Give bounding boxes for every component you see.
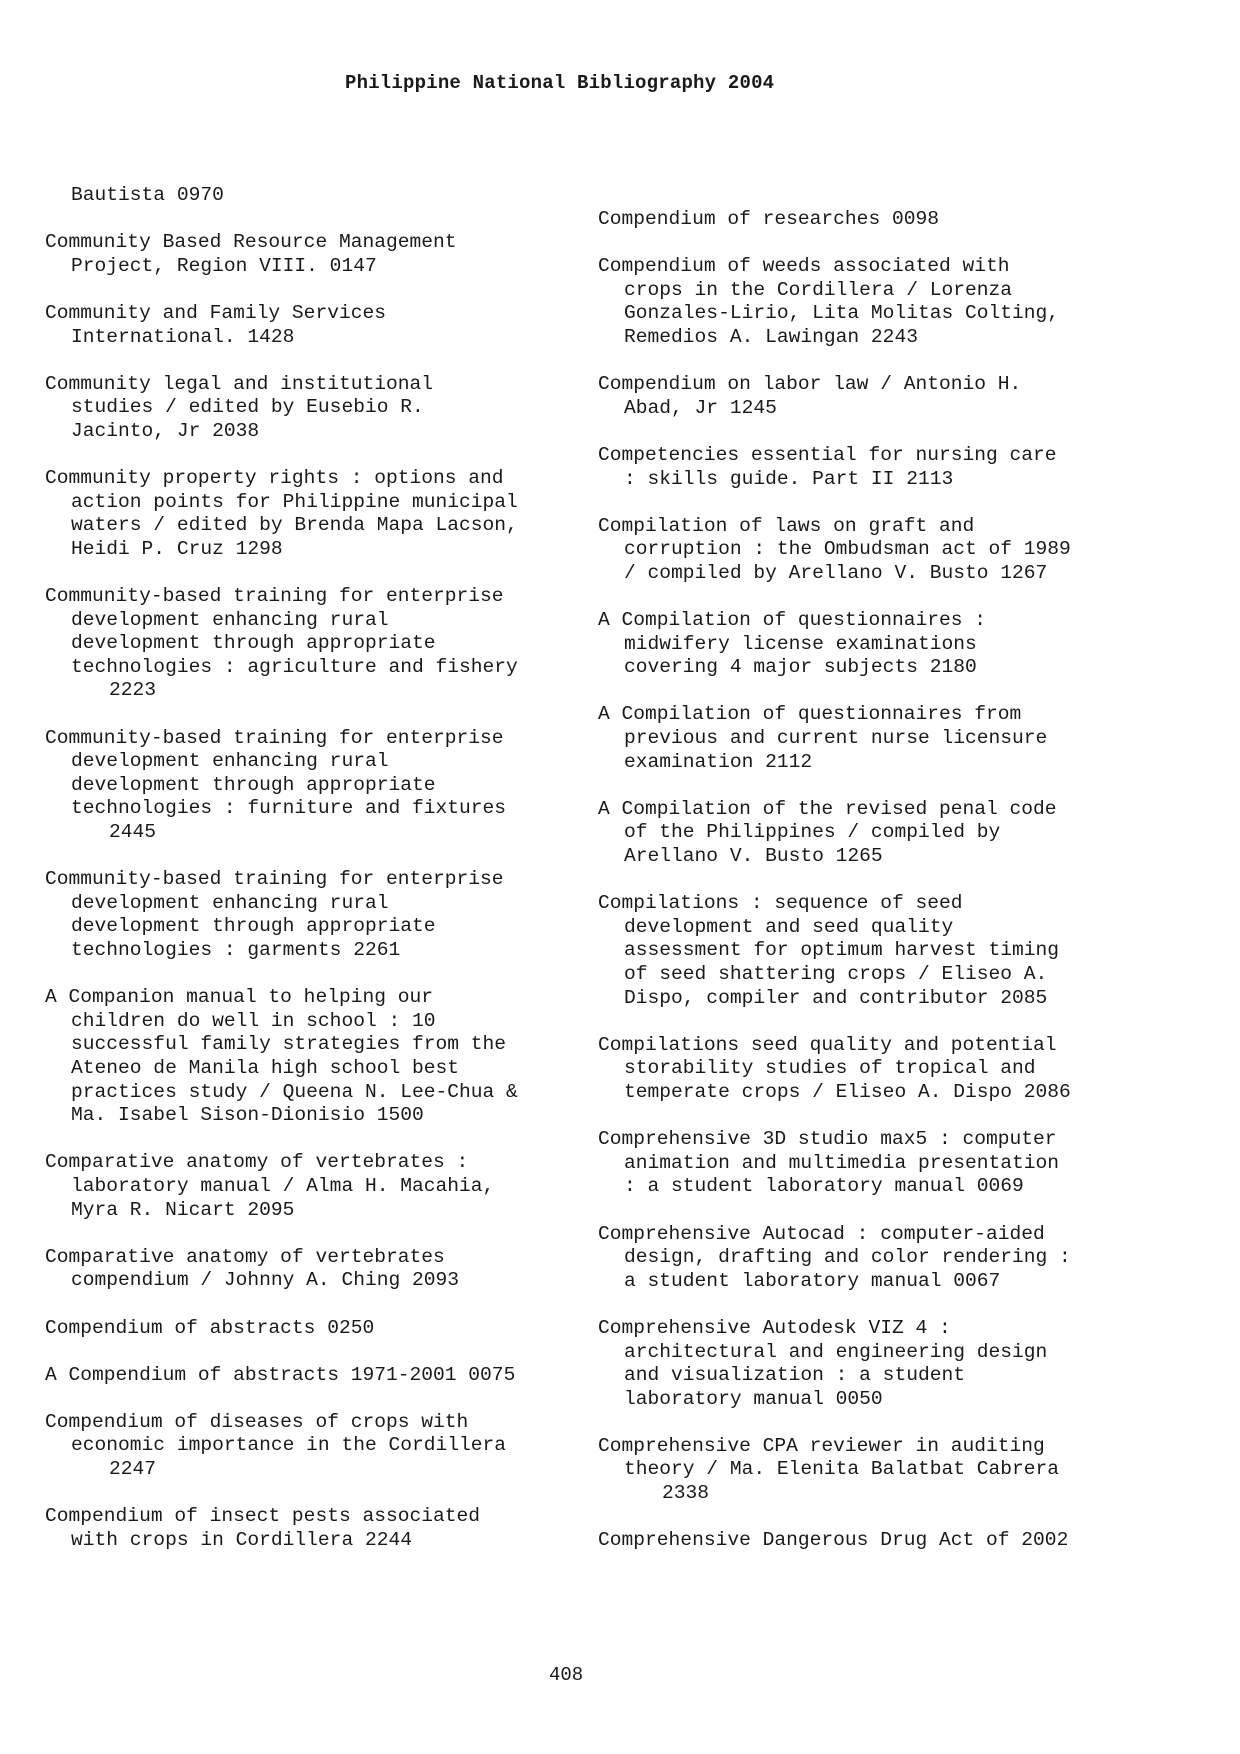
entry-line: Compendium of insect pests associated: [45, 1505, 481, 1528]
entry-line: successful family strategies from the: [71, 1033, 507, 1056]
entry-line: Comparative anatomy of vertebrates :: [45, 1151, 469, 1174]
bibliography-entry: [45, 231, 565, 278]
entry-line: with crops in Cordillera 2244: [71, 1528, 412, 1551]
entry-line: A Companion manual to helping our: [45, 986, 434, 1009]
bibliography-entry: [598, 1435, 1118, 1506]
entry-line: A Compendium of abstracts 1971-2001 0075: [45, 1363, 516, 1386]
entry-line: Community-based training for enterprise: [45, 726, 504, 749]
entry-line: Community property rights : options and: [45, 467, 504, 490]
entry-line: Compilation of laws on graft and: [598, 514, 975, 537]
entry-line: development enhancing rural: [71, 750, 389, 773]
entry-line: Compilations seed quality and potential: [598, 1033, 1057, 1056]
entry-line: design, drafting and color rendering :: [624, 1246, 1071, 1269]
entry-line: Gonzales-Lirio, Lita Molitas Colting,: [624, 302, 1060, 325]
bibliography-entry: [45, 585, 565, 703]
entry-line: International. 1428: [71, 325, 295, 348]
bibliography-entry: [598, 1223, 1118, 1294]
entry-line: architectural and engineering design: [624, 1340, 1048, 1363]
page-number: 408: [549, 1664, 584, 1686]
entry-line: : skills guide. Part II 2113: [624, 467, 954, 490]
entry-line: Comprehensive Autodesk VIZ 4 :: [598, 1316, 951, 1339]
entry-line: economic importance in the Cordillera: [71, 1434, 507, 1457]
entry-line: covering 4 major subjects 2180: [624, 656, 977, 679]
entry-line: midwifery license examinations: [624, 632, 977, 655]
bibliography-entry: [598, 1034, 1118, 1105]
entry-line: Compendium of abstracts 0250: [45, 1316, 375, 1339]
entry-number: 2338: [662, 1482, 710, 1505]
entry-line: practices study / Queena N. Lee-Chua &: [71, 1080, 518, 1103]
entry-line: Bautista 0970: [71, 184, 224, 206]
entry-line: theory / Ma. Elenita Balatbat Cabrera: [624, 1458, 1060, 1481]
bibliography-entry: [598, 208, 1118, 232]
entry-line: Project, Region VIII. 0147: [71, 254, 377, 277]
entry-line: Comprehensive 3D studio max5 : computer: [598, 1128, 1057, 1151]
entry-line: A Compilation of questionnaires from: [598, 703, 1022, 726]
entry-line: Comprehensive Autocad : computer-aided: [598, 1222, 1045, 1245]
bibliography-entry: [598, 703, 1118, 774]
entry-line: laboratory manual 0050: [624, 1387, 883, 1410]
entry-line: Competencies essential for nursing care: [598, 443, 1057, 466]
entry-line: Comprehensive Dangerous Drug Act of 2002: [598, 1529, 1069, 1552]
entry-line: crops in the Cordillera / Lorenza: [624, 278, 1013, 301]
entry-line: development through appropriate: [71, 773, 436, 796]
entry-line: Community-based training for enterprise: [45, 868, 504, 891]
bibliography-entry: [598, 609, 1118, 680]
entry-line: Ma. Isabel Sison-Dionisio 1500: [71, 1104, 424, 1127]
bibliography-entry: [598, 1128, 1118, 1199]
entry-line: Community Based Resource Management: [45, 231, 457, 254]
bibliography-entry: [45, 986, 565, 1128]
entry-line: technologies : garments 2261: [71, 939, 401, 961]
entry-line: Jacinto, Jr 2038: [71, 419, 260, 442]
entry-line: corruption : the Ombudsman act of 1989: [624, 538, 1071, 561]
bibliography-entry: [45, 1505, 565, 1552]
entry-line: A Compilation of questionnaires :: [598, 609, 987, 632]
left-column: [45, 184, 565, 1576]
entry-line: Dispo, compiler and contributor 2085: [624, 986, 1048, 1009]
entry-line: action points for Philippine municipal: [71, 490, 518, 513]
entry-line: Compendium of researches 0098: [598, 208, 939, 230]
entry-number: 2223: [109, 679, 157, 702]
entry-line: development through appropriate: [71, 632, 436, 655]
bibliography-entry: [598, 373, 1118, 420]
entry-line: development and seed quality: [624, 915, 954, 938]
bibliography-entry: [598, 255, 1118, 349]
page-header-title: Philippine National Bibliography 2004: [345, 72, 775, 94]
entry-number: 2445: [109, 821, 157, 844]
entry-line: children do well in school : 10: [71, 1009, 436, 1032]
bibliography-entry: [45, 1364, 565, 1388]
bibliography-entry: [45, 727, 565, 845]
bibliography-entry: [45, 184, 565, 208]
entry-line: waters / edited by Brenda Mapa Lacson,: [71, 514, 518, 537]
entry-line: of the Philippines / compiled by: [624, 821, 1001, 844]
bibliography-entry: [45, 1151, 565, 1222]
entry-line: Compendium of diseases of crops with: [45, 1410, 469, 1433]
entry-line: development through appropriate: [71, 915, 436, 938]
bibliography-entry: [598, 1317, 1118, 1411]
entry-line: a student laboratory manual 0067: [624, 1269, 1001, 1292]
bibliography-entry: [45, 1246, 565, 1293]
entry-line: and visualization : a student: [624, 1364, 965, 1387]
entry-line: storability studies of tropical and: [624, 1057, 1036, 1080]
entry-line: Ateneo de Manila high school best: [71, 1056, 460, 1079]
entry-line: / compiled by Arellano V. Busto 1267: [624, 561, 1048, 584]
entry-line: A Compilation of the revised penal code: [598, 797, 1057, 820]
entry-line: compendium / Johnny A. Ching 2093: [71, 1269, 460, 1292]
entry-line: Compendium of weeds associated with: [598, 255, 1010, 278]
bibliography-entry: [45, 302, 565, 349]
entry-line: Abad, Jr 1245: [624, 396, 777, 419]
entry-line: Community legal and institutional: [45, 372, 434, 395]
bibliography-entry: [45, 373, 565, 444]
entry-number: 2247: [109, 1458, 157, 1481]
entry-line: Remedios A. Lawingan 2243: [624, 325, 918, 348]
entry-line: : a student laboratory manual 0069: [624, 1175, 1024, 1198]
entry-line: technologies : furniture and fixtures: [71, 797, 507, 820]
entry-line: temperate crops / Eliseo A. Dispo 2086: [624, 1080, 1071, 1103]
entry-line: technologies : agriculture and fishery: [71, 655, 518, 678]
entry-line: Arellano V. Busto 1265: [624, 845, 883, 868]
entry-line: Heidi P. Cruz 1298: [71, 537, 283, 560]
entry-line: studies / edited by Eusebio R.: [71, 396, 424, 419]
entry-line: development enhancing rural: [71, 608, 389, 631]
bibliography-entry: [598, 444, 1118, 491]
entry-line: development enhancing rural: [71, 891, 389, 914]
right-column: [598, 208, 1118, 1576]
entry-line: assessment for optimum harvest timing: [624, 939, 1060, 962]
bibliography-entry: [598, 1529, 1118, 1553]
entry-line: Community and Family Services: [45, 301, 386, 324]
entry-line: Compilations : sequence of seed: [598, 892, 963, 915]
entry-line: Comprehensive CPA reviewer in auditing: [598, 1434, 1045, 1457]
entry-line: of seed shattering crops / Eliseo A.: [624, 963, 1048, 985]
bibliography-entry: [45, 868, 565, 962]
bibliography-entry: [598, 515, 1118, 586]
entry-line: laboratory manual / Alma H. Macahia,: [71, 1174, 495, 1197]
entry-line: animation and multimedia presentation: [624, 1151, 1060, 1174]
bibliography-entry: [598, 798, 1118, 869]
entry-line: Community-based training for enterprise: [45, 585, 504, 608]
entry-line: examination 2112: [624, 750, 813, 773]
bibliography-entry: [45, 1317, 565, 1341]
entry-line: previous and current nurse licensure: [624, 727, 1048, 750]
entry-line: Myra R. Nicart 2095: [71, 1198, 295, 1221]
bibliography-entry: [45, 1411, 565, 1482]
entry-line: Comparative anatomy of vertebrates: [45, 1245, 445, 1268]
entry-line: Compendium on labor law / Antonio H.: [598, 373, 1022, 396]
bibliography-entry: [598, 892, 1118, 1010]
bibliography-entry: [45, 467, 565, 561]
